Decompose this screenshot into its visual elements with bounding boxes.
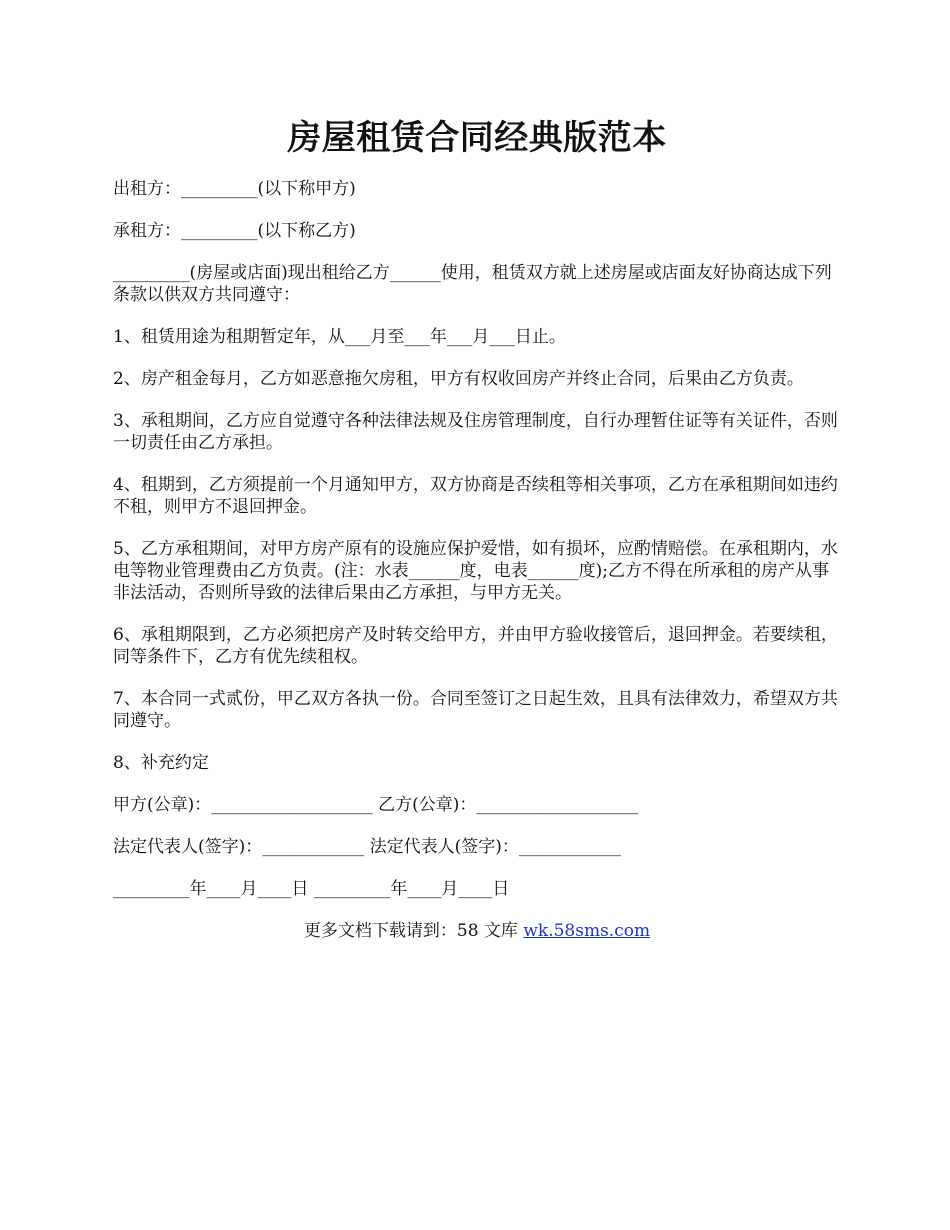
clause-8: 8、补充约定: [113, 753, 209, 773]
clause-4: 4、租期到，乙方须提前一个月通知甲方，双方协商是否续租等相关事项，乙方在承租期间如违约不租，则甲方不退回押金。: [113, 475, 838, 517]
lessor-line: 出租方：_________(以下称甲方): [113, 179, 356, 199]
footer: [113, 920, 841, 942]
lessee-line: 承租方：_________(以下称乙方): [113, 221, 356, 241]
clause-5: 5、乙方承租期间，对甲方房产原有的设施应保护爱惜，如有损坏，应酌情赔偿。在承租期内，水电等物业管理费由乙方负责。(注：水表______度，电表______度);乙方不得在所承租的房产从事非法活动，否则所导致的法律后果由乙方承担，与甲方无关。: [113, 539, 838, 603]
intro-paragraph: _________(房屋或店面)现出租给乙方______使用，租赁双方就上述房屋或店面友好协商达成下列条款以供双方共同遵守：: [113, 263, 832, 305]
document-title: 房屋租赁合同经典版范本: [287, 118, 667, 158]
footer-text: 更多文档下载请到：58 文库: [303, 921, 524, 941]
document-page: [113, 110, 841, 959]
signature-line: 法定代表人(签字)：____________ 法定代表人(签字)：____________: [113, 837, 621, 857]
clause-3: 3、承租期间，乙方应自觉遵守各种法律法规及住房管理制度，自行办理暂住证等有关证件，否则一切责任由乙方承担。: [113, 411, 838, 453]
date-line: _________年____月____日 _________年____月____日: [113, 879, 510, 899]
clause-7: 7、本合同一式贰份，甲乙双方各执一份。合同至签订之日起生效，且具有法律效力，希望双方共同遵守。: [113, 689, 838, 731]
clause-1: 1、租赁用途为租期暂定年，从___月至___年___月___日止。: [113, 327, 566, 347]
clause-2: 2、房产租金每月，乙方如恶意拖欠房租，甲方有权收回房产并终止合同，后果由乙方负责。: [113, 369, 804, 389]
footer-link[interactable]: wk.58sms.com: [523, 921, 651, 941]
seal-line: 甲方(公章)：___________________ 乙方(公章)：___________________: [113, 795, 638, 815]
clause-6: 6、承租期限到，乙方必须把房产及时转交给甲方，并由甲方验收接管后，退回押金。若要续租，同等条件下，乙方有优先续租权。: [113, 625, 838, 667]
